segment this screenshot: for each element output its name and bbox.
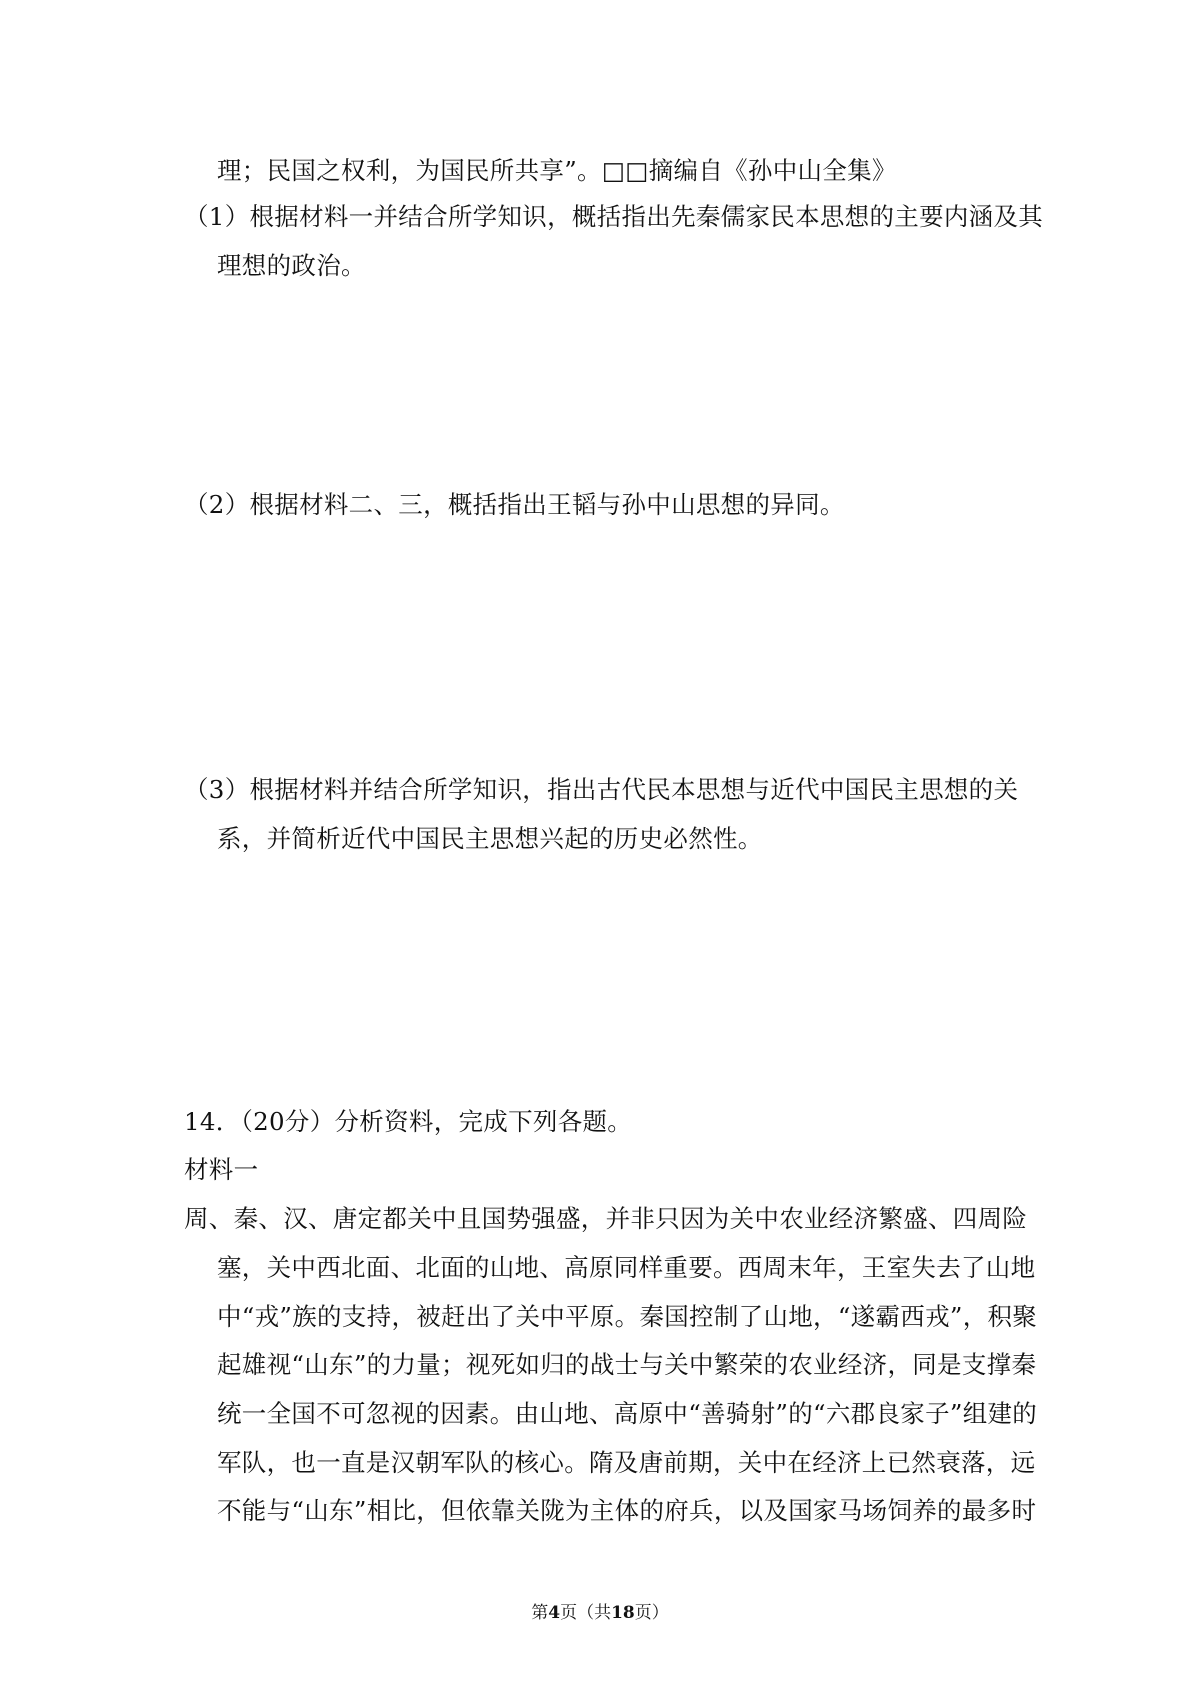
- question-14-title: 14．（20分）分析资料，完成下列各题。: [184, 1107, 633, 1136]
- material-1-line: 周、秦、汉、唐定都关中且国势强盛，并非只因为关中农业经济繁盛、四周险: [184, 1204, 1028, 1233]
- material-1-line: 统一全国不可忽视的因素。由山地、高原中“善骑射”的“六郡良家子”组建的: [217, 1399, 1038, 1428]
- material-1-line: 不能与“山东”相比，但依靠关陇为主体的府兵，以及国家马场饲养的最多时: [217, 1496, 1037, 1525]
- page-footer: [0, 1601, 1200, 1625]
- question-1-line-2: 理想的政治。: [217, 251, 366, 280]
- material-1-line: 塞，关中西北面、北面的山地、高原同样重要。西周末年，王室失去了山地: [217, 1253, 1036, 1282]
- material-1-line: 军队，也一直是汉朝军队的核心。隋及唐前期，关中在经济上已然衰落，远: [217, 1448, 1036, 1477]
- footer-total-pages: 18: [611, 1603, 635, 1623]
- material3-tail-line: 理；民国之权利，为国民所共享”。□□摘编自《孙中山全集》: [217, 156, 897, 185]
- footer-prefix: 第: [531, 1603, 549, 1623]
- question-3-line-1: （3）根据材料并结合所学知识，指出古代民本思想与近代中国民主思想的关: [184, 775, 1019, 804]
- footer-page-number: 4: [548, 1603, 561, 1623]
- material-1-line: 起雄视“山东”的力量；视死如归的战士与关中繁荣的农业经济，同是支撑秦: [217, 1350, 1037, 1379]
- footer-middle: 页（共: [560, 1603, 612, 1623]
- material-1-label: 材料一: [184, 1155, 259, 1184]
- question-3-line-2: 系，并简析近代中国民主思想兴起的历史必然性。: [217, 824, 763, 853]
- material-1-line: 中“戎”族的支持，被赶出了关中平原。秦国控制了山地，“遂霸西戎”，积聚: [217, 1302, 1038, 1331]
- question-1-line-1: （1）根据材料一并结合所学知识，概括指出先秦儒家民本思想的主要内涵及其: [184, 202, 1044, 231]
- footer-suffix: 页）: [634, 1603, 669, 1623]
- question-2-line-1: （2）根据材料二、三，概括指出王韬与孙中山思想的异同。: [184, 490, 845, 519]
